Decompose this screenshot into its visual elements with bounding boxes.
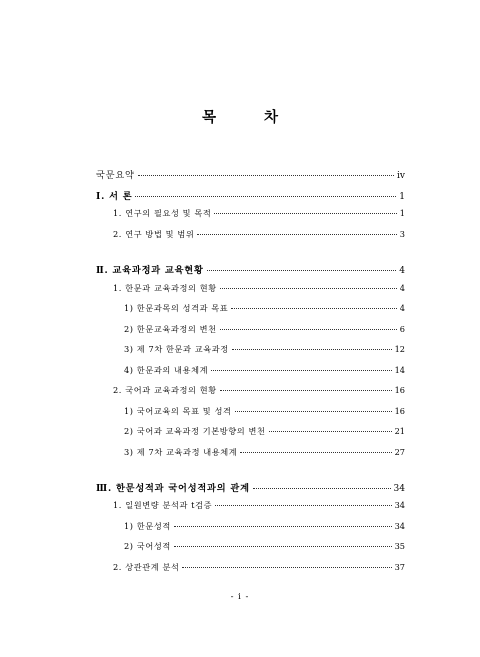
toc-entry-label: 1) 한문성적 bbox=[124, 521, 171, 531]
toc-entry-3-1-1[interactable] bbox=[124, 521, 405, 536]
toc-entry-page: 1 bbox=[399, 192, 405, 202]
toc-entry-page: ⅳ bbox=[397, 171, 405, 181]
toc-entry-page: 16 bbox=[394, 385, 405, 395]
leader-dots bbox=[207, 270, 397, 271]
page-title-char-1: 목 bbox=[201, 109, 216, 126]
leader-dots bbox=[182, 567, 391, 568]
leader-dots bbox=[211, 370, 391, 371]
toc-entry-page: 34 bbox=[394, 500, 405, 510]
leader-dots bbox=[174, 526, 392, 527]
toc-entry-2-1-2[interactable] bbox=[124, 324, 405, 339]
toc-entry-label: Ⅰ. 서 론 bbox=[96, 191, 133, 202]
toc-entry-2-2-3[interactable] bbox=[124, 447, 405, 462]
toc-entry-label: 2. 국어과 교육과정의 현황 bbox=[113, 385, 217, 395]
leader-dots bbox=[231, 308, 396, 309]
toc-entry-page: 35 bbox=[394, 541, 405, 551]
toc-entry-2-1-3[interactable] bbox=[124, 344, 405, 359]
page-number: - i - bbox=[230, 592, 250, 602]
leader-dots bbox=[197, 234, 396, 235]
toc-entry-3-1[interactable] bbox=[113, 500, 405, 515]
toc-entry-page: 4 bbox=[399, 303, 405, 313]
toc-entry-label: 국문요약 bbox=[96, 170, 135, 181]
toc-entry-2-2-2[interactable] bbox=[124, 426, 405, 441]
toc-entry-label: Ⅲ. 한문성적과 국어성적과의 관계 bbox=[96, 483, 250, 494]
toc-entry-2-1[interactable] bbox=[113, 283, 405, 298]
toc-entry-page: 1 bbox=[399, 208, 405, 218]
toc-entry-2-2-1[interactable] bbox=[124, 406, 405, 421]
toc-entry-page: 12 bbox=[394, 344, 405, 354]
page-title-char-2: 차 bbox=[264, 109, 279, 126]
toc-entry-2-1-4[interactable] bbox=[124, 365, 405, 380]
toc-entry-1-2[interactable] bbox=[113, 229, 405, 244]
toc-entry-page: 27 bbox=[394, 447, 405, 457]
toc-entry-2-1-1[interactable] bbox=[124, 303, 405, 318]
toc-entry-abstract[interactable] bbox=[96, 167, 405, 182]
toc-entry-3-1-2[interactable] bbox=[124, 541, 405, 556]
leader-dots bbox=[232, 349, 392, 350]
toc-entry-label: 2) 국어과 교육과정 기본방향의 변천 bbox=[124, 426, 266, 436]
leader-dots bbox=[214, 213, 396, 214]
leader-dots bbox=[220, 390, 392, 391]
toc-entry-label: 2. 연구 방법 및 범위 bbox=[113, 229, 195, 239]
toc-entry-page: 34 bbox=[394, 521, 405, 531]
toc-entry-page: 16 bbox=[394, 406, 405, 416]
toc-entry-label: 1) 한문과목의 성격과 목표 bbox=[124, 303, 229, 313]
toc-entry-label: 4) 한문과의 내용체계 bbox=[124, 365, 209, 375]
toc-entry-label: 1) 국어교육의 목표 및 성격 bbox=[124, 406, 232, 416]
toc-entry-page: 14 bbox=[394, 365, 405, 375]
toc-entry-page: 3 bbox=[399, 229, 405, 239]
toc-entry-label: 1. 일원변량 분석과 t검증 bbox=[113, 500, 213, 510]
toc-entry-page: 4 bbox=[399, 266, 405, 276]
toc-entry-1-1[interactable] bbox=[113, 208, 405, 223]
toc-entry-label: 3) 제 7차 교육과정 내용체계 bbox=[124, 447, 238, 457]
leader-dots bbox=[240, 452, 391, 453]
leader-dots bbox=[215, 505, 391, 506]
leader-dots bbox=[235, 411, 392, 412]
toc-entry-label: 3) 제 7차 한문과 교육과정 bbox=[124, 344, 229, 354]
toc-entry-3-2[interactable] bbox=[113, 562, 405, 577]
toc-entry-label: 2. 상관관계 분석 bbox=[113, 562, 180, 572]
toc-entry-page: 34 bbox=[393, 484, 405, 494]
leader-dots bbox=[135, 196, 396, 197]
toc-entry-page: 6 bbox=[399, 324, 405, 334]
toc-entry-label: 1. 한문과 교육과정의 현황 bbox=[113, 283, 217, 293]
toc-entry-label: 2) 국어성적 bbox=[124, 541, 171, 551]
toc-entry-label: Ⅱ. 교육과정과 교육현황 bbox=[96, 265, 204, 276]
toc-entry-chapter-2[interactable] bbox=[96, 262, 405, 277]
toc-entry-label: 2) 한문교육과정의 변천 bbox=[124, 324, 217, 334]
leader-dots bbox=[174, 546, 392, 547]
toc-entry-label: 1. 연구의 필요성 및 목적 bbox=[113, 208, 212, 218]
leader-dots bbox=[138, 175, 394, 176]
leader-dots bbox=[253, 488, 391, 489]
page-title bbox=[0, 106, 480, 127]
toc-entry-page: 4 bbox=[399, 283, 405, 293]
leader-dots bbox=[269, 431, 392, 432]
toc-entry-chapter-1[interactable] bbox=[96, 188, 405, 203]
toc-entry-chapter-3[interactable] bbox=[96, 480, 405, 495]
toc-entry-2-2[interactable] bbox=[113, 385, 405, 400]
leader-dots bbox=[220, 329, 397, 330]
toc-entry-page: 37 bbox=[394, 562, 405, 572]
toc-entry-page: 21 bbox=[394, 426, 405, 436]
leader-dots bbox=[220, 288, 397, 289]
